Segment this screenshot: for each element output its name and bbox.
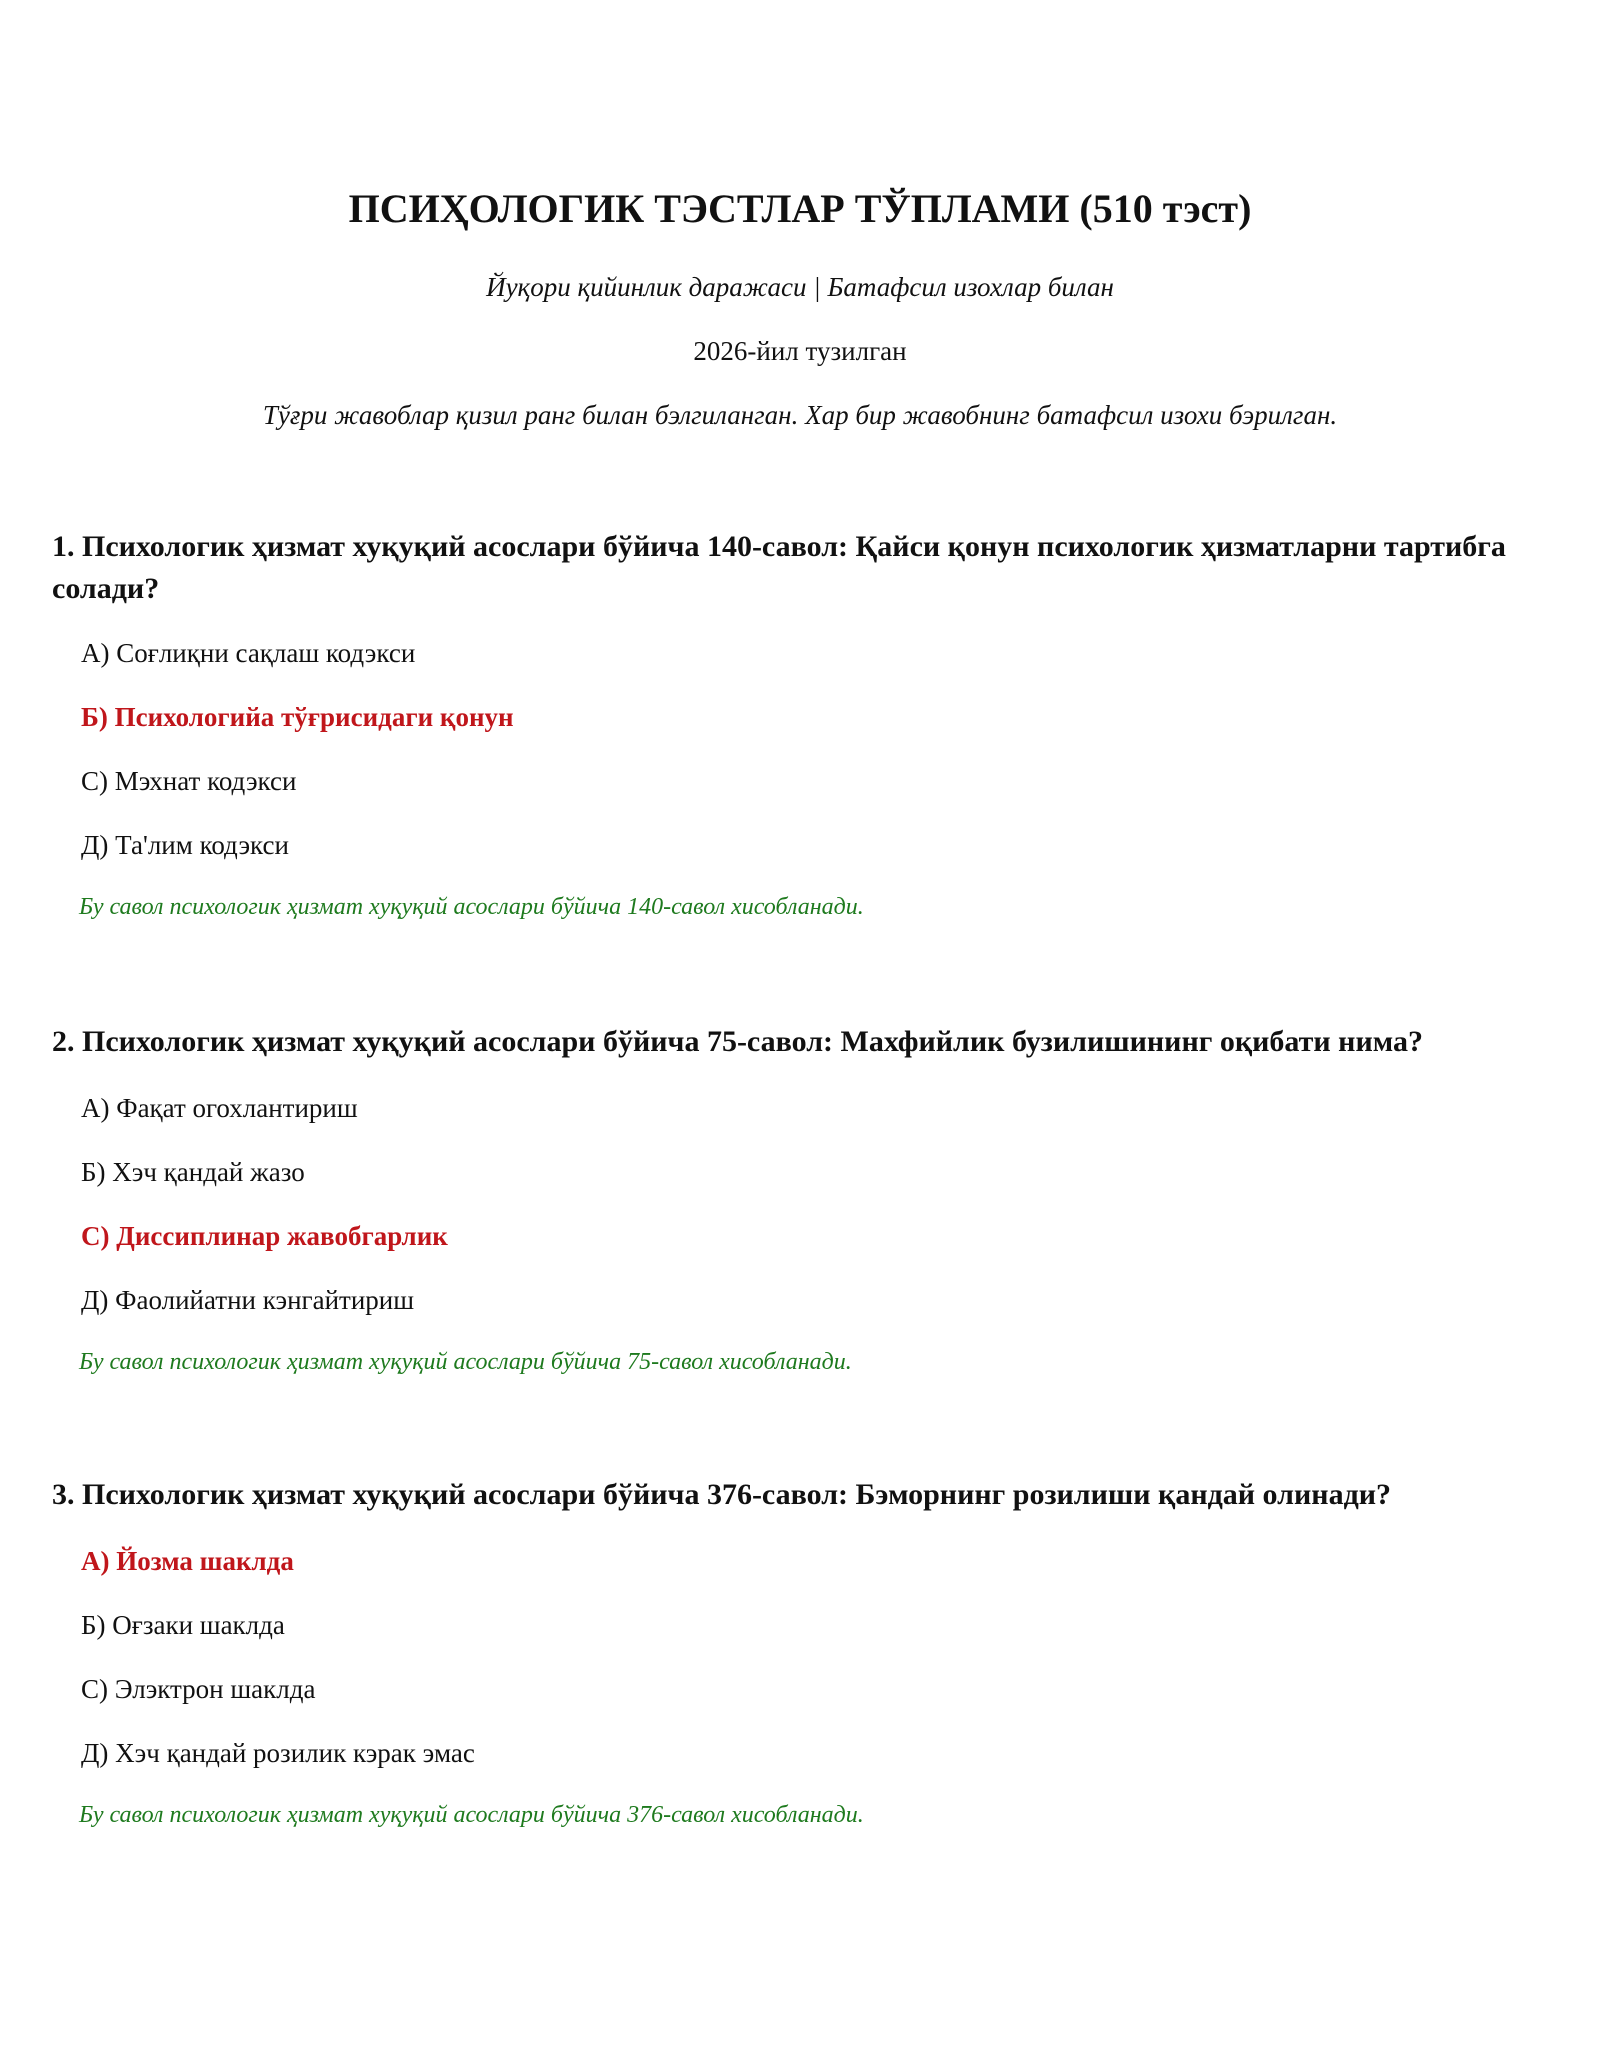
option-b-correct: Б) Психологийа тўғрисидаги қонун (81, 702, 514, 732)
document-subtitle: Йуқори қийинлик даражаси | Батафсил изохлар билан (486, 272, 1114, 302)
document-title: ПСИҲОЛОГИК ТЭСТЛАР ТЎПЛАМИ (510 тэст) (348, 186, 1252, 231)
question-text: 1. Психологик ҳизмат хуқуқий асослари бўйича 140-савол: Қайси қонун психологик ҳизматларни тартибга солади? (52, 530, 1506, 605)
document-year: 2026-йил тузилган (693, 336, 907, 366)
document-note: Тўғри жавоблар қизил ранг билан бэлгиланган. Хар бир жавобнинг батафсил изохи бэрилган. (262, 400, 1338, 430)
question-explanation: Бу савол психологик ҳизмат хуқуқий асослари бўйича 140-савол хисобланади. (79, 894, 864, 920)
question-2 (52, 1021, 1552, 1377)
option-d: Д) Хэч қандай розилик кэрак эмас (81, 1738, 475, 1768)
option-a: А) Фақат огохлантириш (81, 1093, 358, 1123)
option-b: Б) Оғзаки шаклда (81, 1610, 285, 1640)
question-text: 2. Психологик ҳизмат хуқуқий асослари бўйича 75-савол: Махфийлик бузилишининг оқибати нима? (52, 1025, 1423, 1058)
option-d: Д) Та'лим кодэкси (81, 830, 289, 860)
option-a-correct: А) Йозма шаклда (81, 1546, 294, 1576)
option-c: С) Элэктрон шаклда (81, 1674, 316, 1704)
question-3 (52, 1474, 1552, 1830)
question-text: 3. Психологик ҳизмат хуқуқий асослари бўйича 376-савол: Бэморнинг розилиши қандай олинади? (52, 1478, 1392, 1511)
option-b: Б) Хэч қандай жазо (81, 1157, 305, 1187)
question-explanation: Бу савол психологик ҳизмат хуқуқий асослари бўйича 376-савол хисобланади. (79, 1802, 864, 1828)
options-list (52, 1544, 1552, 1770)
option-c-correct: С) Диссиплинар жавобгарлик (81, 1221, 448, 1251)
option-a: А) Соғлиқни сақлаш кодэкси (81, 638, 416, 668)
question-explanation: Бу савол психологик ҳизмат хуқуқий асослари бўйича 75-савол хисобланади. (79, 1349, 852, 1375)
option-c: С) Мэхнат кодэкси (81, 766, 297, 796)
options-list (52, 1091, 1552, 1317)
options-list (52, 636, 1552, 862)
option-d: Д) Фаолийатни кэнгайтириш (81, 1285, 415, 1315)
question-1 (52, 526, 1552, 922)
